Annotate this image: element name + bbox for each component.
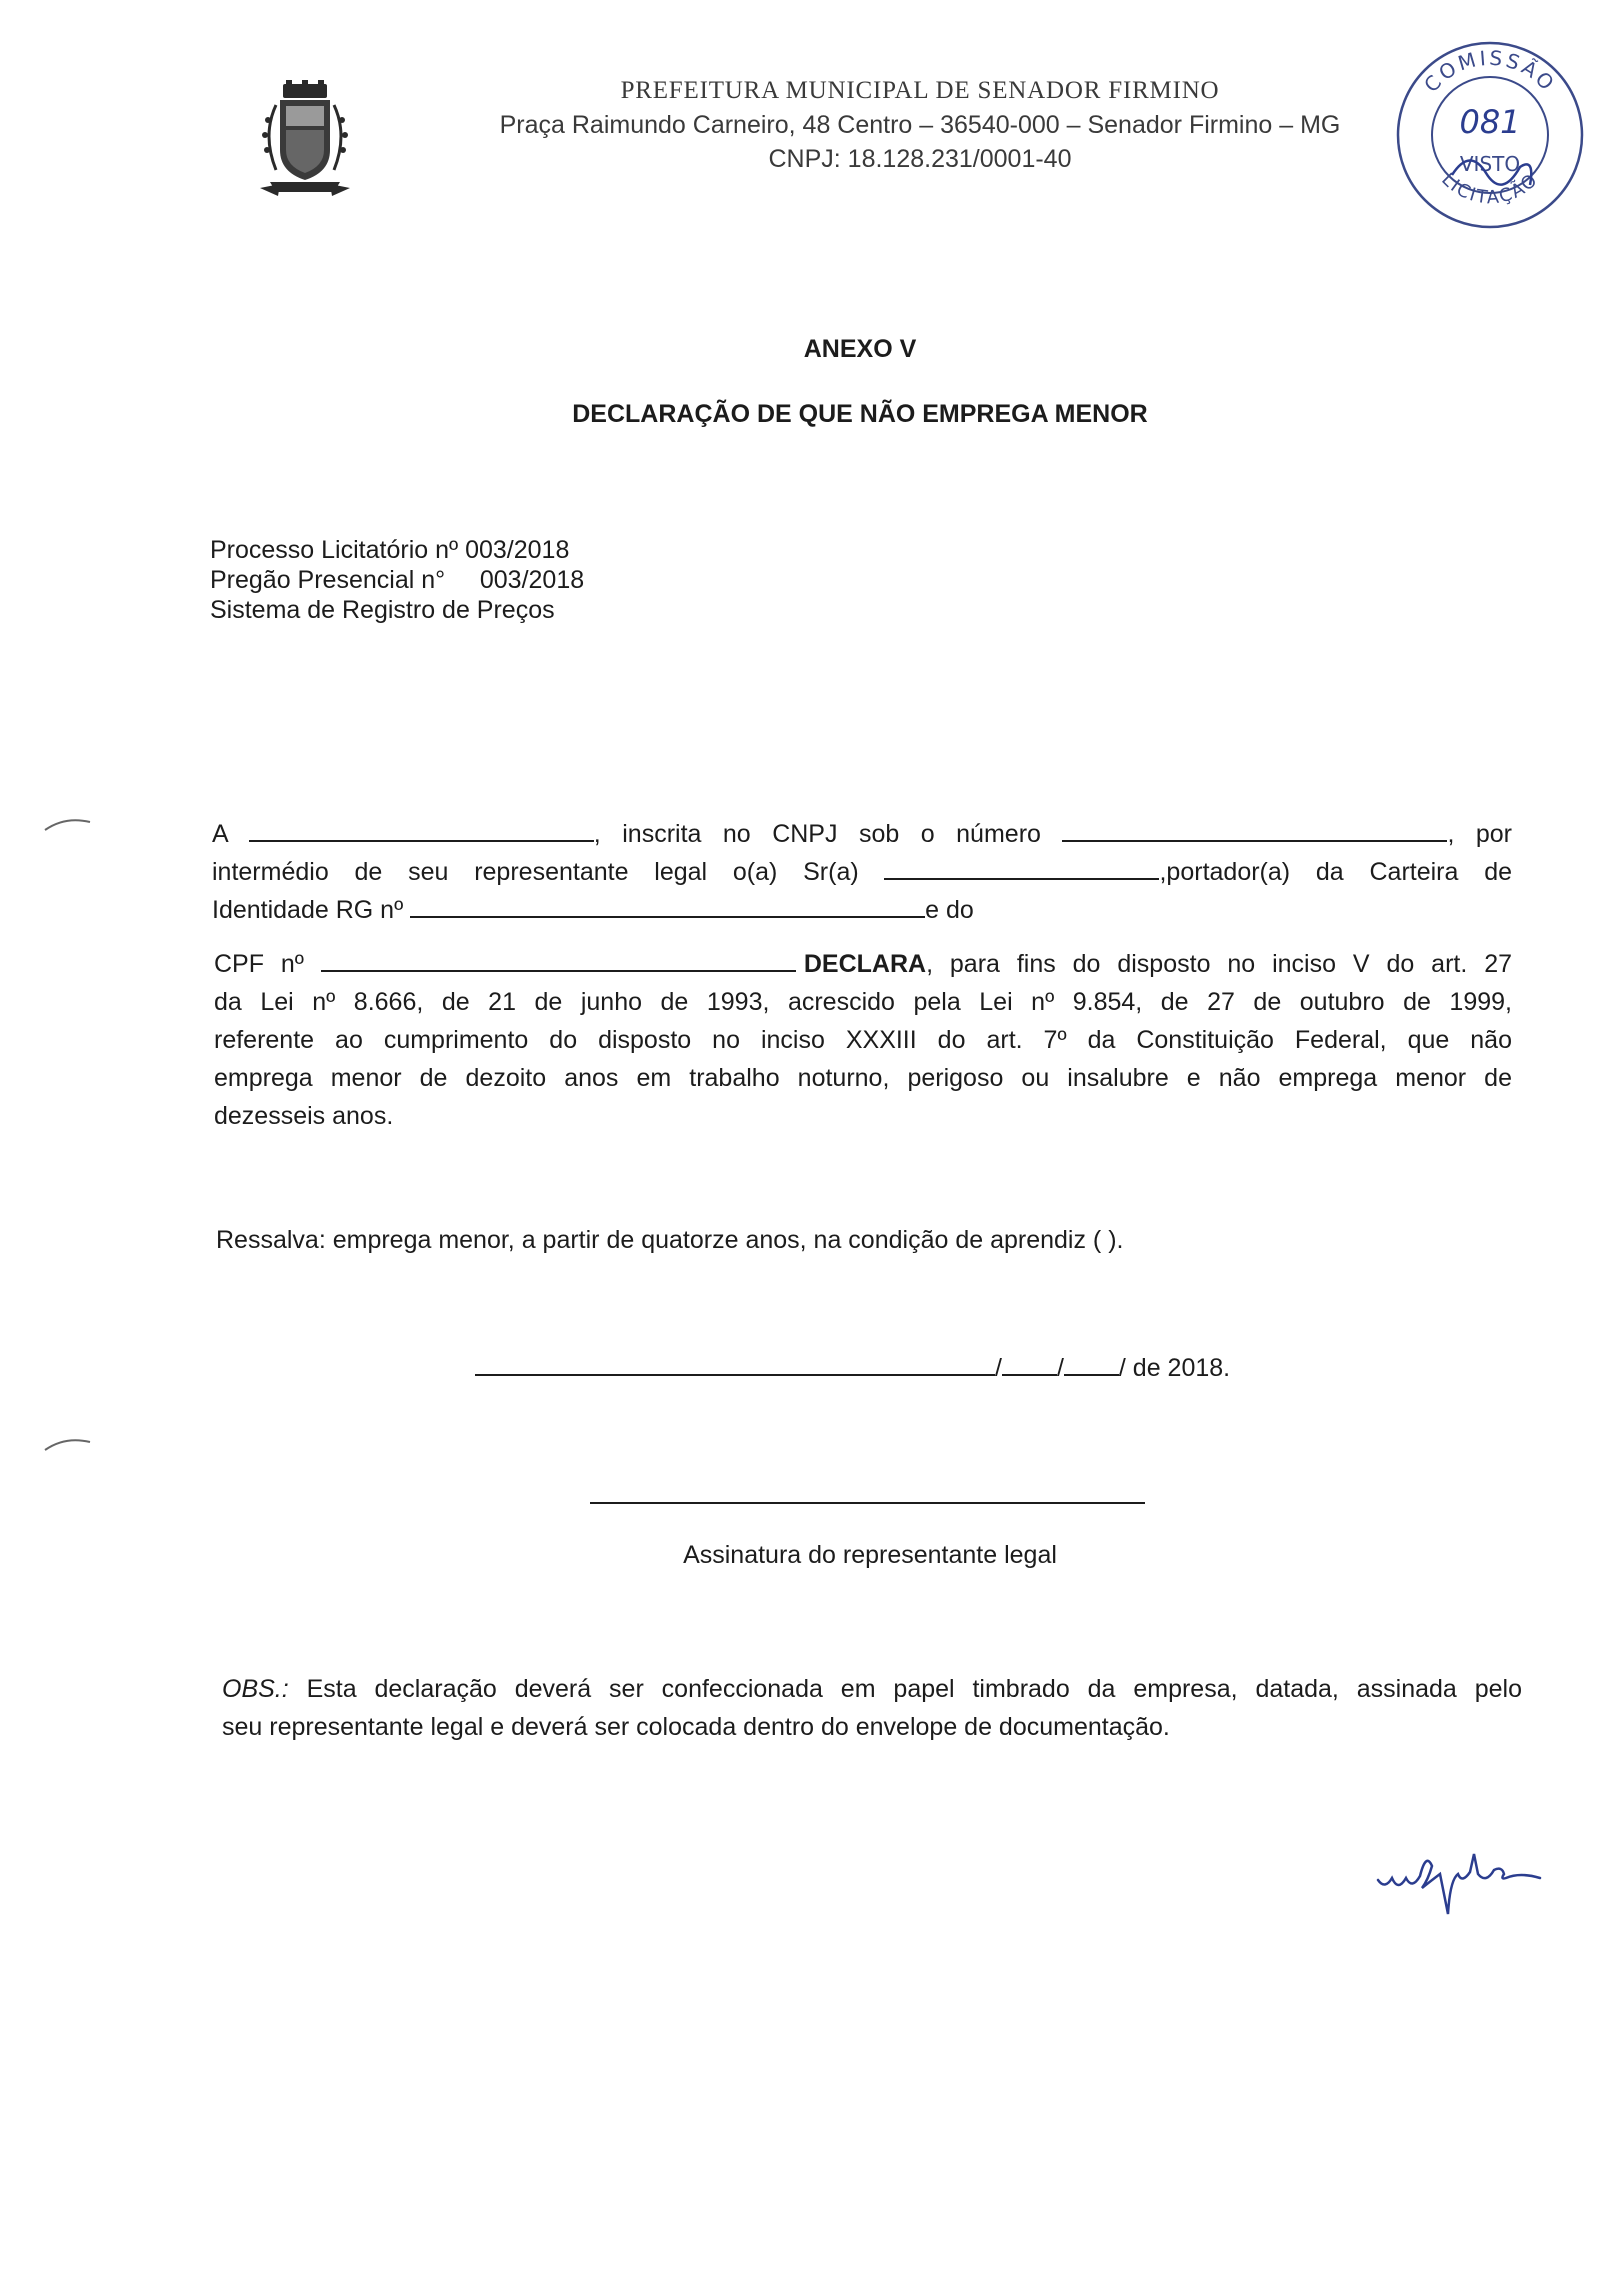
obs-label: OBS.:	[222, 1675, 289, 1703]
text-inscrita: , inscrita no CNPJ sob o número	[593, 820, 1041, 848]
text-cpf: CPF nº	[214, 950, 304, 978]
annex-title: ANEXO V	[803, 335, 917, 363]
coat-of-arms-emblem	[250, 80, 360, 205]
date-slash-1: /	[995, 1354, 1002, 1382]
representative-name-field[interactable]	[884, 856, 1159, 880]
handwritten-initials	[1370, 1840, 1570, 1940]
text-lei-8666: da Lei nº 8.666, de 21 de junho de 1993, acrescido pela Lei nº 9.854, de 27 de outubro de 1999,	[214, 988, 1512, 1016]
signature-label: Assinatura do representante legal	[683, 1541, 1057, 1569]
municipality-cnpj: CNPJ: 18.128.231/0001-40	[768, 145, 1072, 173]
text-declara: DECLARA	[803, 950, 927, 978]
signature-line[interactable]	[590, 1502, 1145, 1504]
scan-mark	[40, 810, 100, 840]
text-por: , por	[1447, 820, 1513, 848]
process-info	[210, 535, 584, 625]
stamp-number: 081	[1459, 103, 1521, 141]
ressalva-text: Ressalva: emprega menor, a partir de quatorze anos, na condição de aprendiz ( ).	[216, 1226, 1124, 1254]
commission-stamp	[1390, 35, 1590, 235]
date-year-text: / de 2018.	[1118, 1354, 1231, 1382]
obs-line-2: seu representante legal e deverá ser colocada dentro do envelope de documentação.	[222, 1713, 1170, 1741]
text-constituicao: referente ao cumprimento do disposto no inciso XXXIII do art. 7º da Constituição Federal, que não	[214, 1026, 1512, 1054]
declaration-paragraph-2	[214, 945, 1512, 1135]
pregao-label: Pregão Presencial n°	[210, 566, 446, 594]
registry-system: Sistema de Registro de Preços	[210, 596, 555, 624]
text-identidade: Identidade RG nº	[212, 896, 404, 924]
municipality-address: Praça Raimundo Carneiro, 48 Centro – 36540-000 – Senador Firmino – MG	[499, 111, 1341, 139]
pregao-value: 003/2018	[479, 566, 585, 594]
scan-mark	[40, 1430, 100, 1460]
stamp-top-text: COMISSÃO	[1419, 45, 1561, 97]
text-declara-rest: , para fins do disposto no inciso V do art. 27	[926, 950, 1512, 978]
stamp-visto: VISTO	[1459, 152, 1521, 176]
obs-note	[222, 1670, 1522, 1746]
declaration-paragraph-1	[212, 815, 1512, 929]
company-name-field[interactable]	[249, 818, 594, 842]
date-line	[475, 1352, 1230, 1383]
cpf-number-field[interactable]	[321, 948, 796, 972]
text-nao-emprega: emprega menor de dezoito anos em trabalho noturno, perigoso ou insalubre e não emprega menor de	[214, 1064, 1512, 1092]
municipality-title: PREFEITURA MUNICIPAL DE SENADOR FIRMINO	[620, 77, 1220, 104]
rg-number-field[interactable]	[410, 894, 925, 918]
pregao-line	[210, 565, 584, 595]
text-e-do: e do	[925, 896, 974, 924]
process-number: Processo Licitatório nº 003/2018	[210, 536, 570, 564]
date-slash-2: /	[1056, 1354, 1064, 1382]
day-field[interactable]	[1002, 1352, 1057, 1376]
stamp-bottom-text: LICITAÇÃO	[1437, 168, 1543, 209]
text-portador: ,portador(a) da Carteira de	[1159, 858, 1512, 886]
month-field[interactable]	[1064, 1352, 1119, 1376]
text-intermedio: intermédio de seu representante legal o(a) Sr(a)	[212, 858, 859, 886]
text-dezesseis: dezesseis anos.	[214, 1102, 394, 1130]
letterhead	[440, 74, 1400, 176]
cnpj-number-field[interactable]	[1062, 818, 1447, 842]
place-field[interactable]	[475, 1352, 995, 1376]
text-a: A	[212, 820, 228, 848]
svg-text:COMISSÃO	[1419, 46, 1561, 97]
declaration-title: DECLARAÇÃO DE QUE NÃO EMPREGA MENOR	[572, 400, 1148, 428]
obs-line-1: Esta declaração deverá ser confeccionada em papel timbrado da empresa, datada, assinada pelo	[288, 1675, 1522, 1703]
